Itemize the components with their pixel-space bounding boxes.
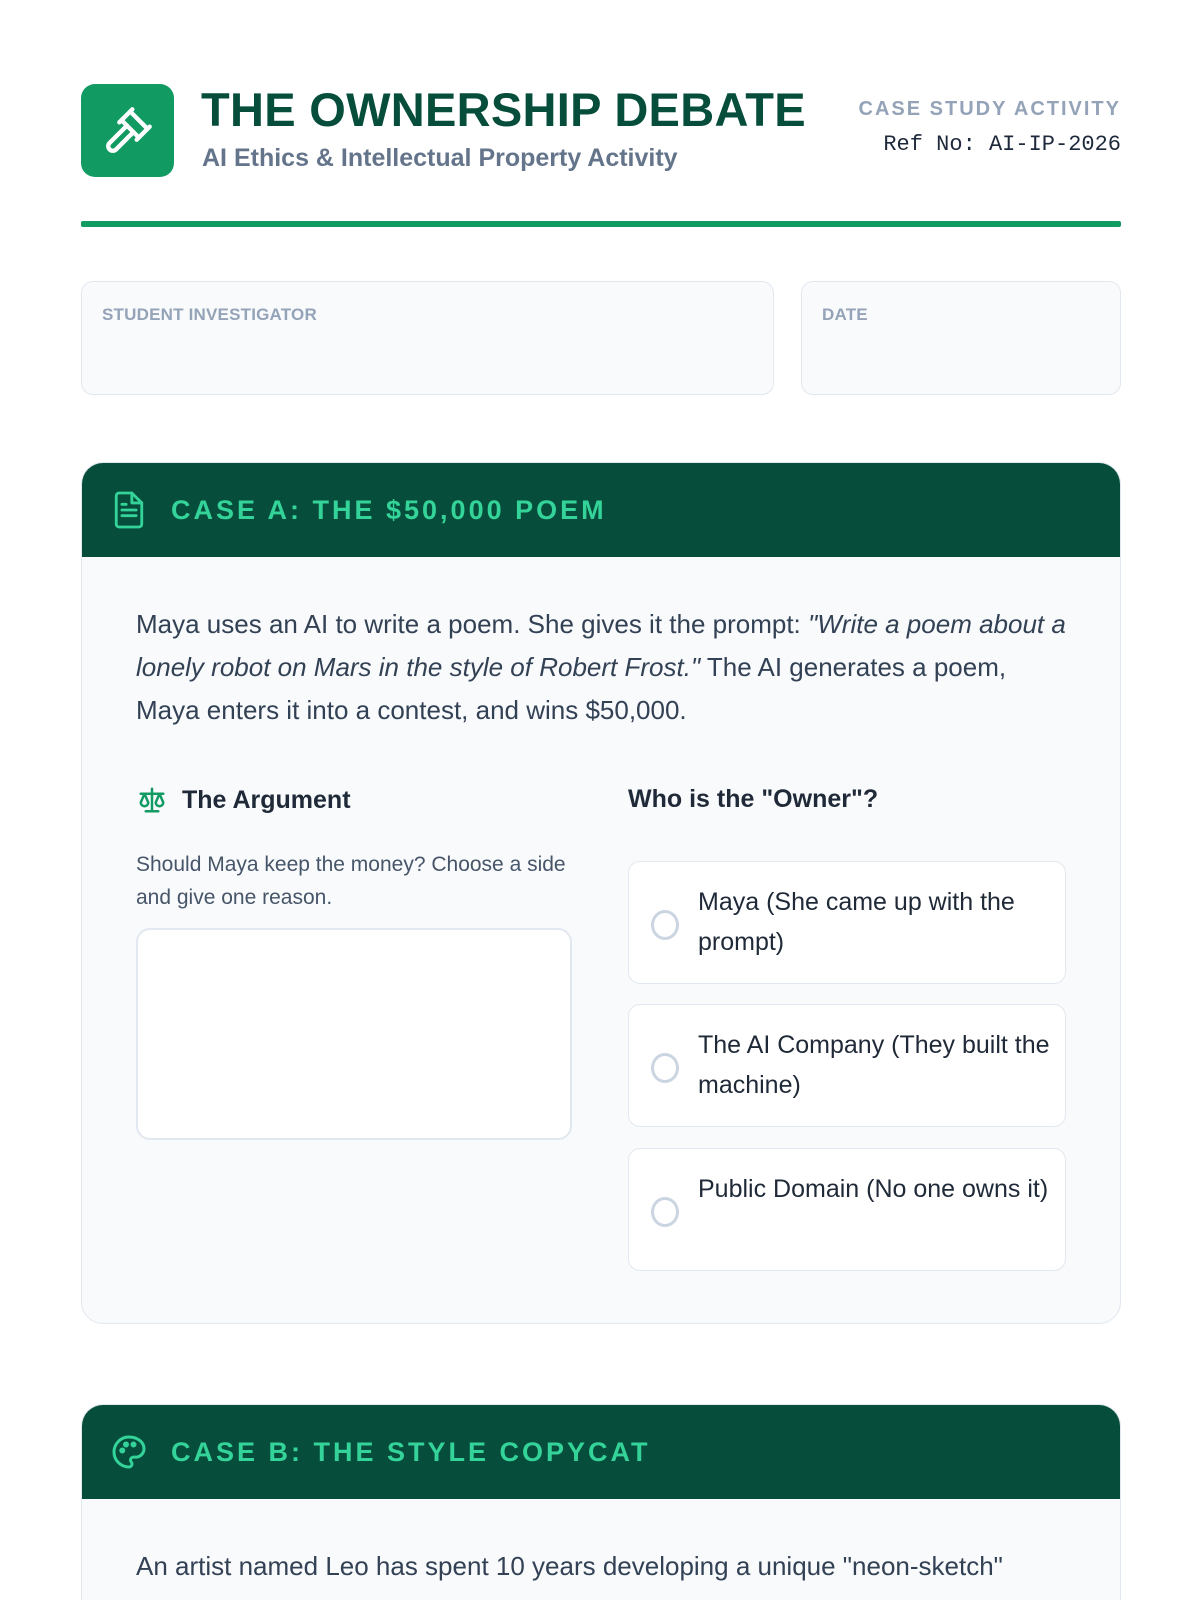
header-divider <box>81 221 1121 227</box>
date-field[interactable] <box>801 281 1121 395</box>
case-a-title: CASE A: THE $50,000 POEM <box>171 494 607 525</box>
argument-answer-box[interactable] <box>136 928 572 1140</box>
option-label: The AI Company (They built the machine) <box>698 1031 1050 1099</box>
argument-instructions: Should Maya keep the money? Choose a side and give one reason. <box>136 853 566 909</box>
document-icon <box>111 490 147 530</box>
case-b-title: CASE B: THE STYLE COPYCAT <box>171 1436 651 1467</box>
page-header <box>81 84 1121 226</box>
case-a-header <box>82 463 1120 557</box>
gavel-icon <box>102 105 154 157</box>
page-subtitle: AI Ethics & Intellectual Property Activity <box>202 144 678 172</box>
scenario-text: Maya uses an AI to write a poem. She gives it the prompt: <box>136 609 809 639</box>
option-label: Maya (She came up with the prompt) <box>698 888 1015 956</box>
case-b-header <box>82 1405 1120 1499</box>
student-investigator-label: STUDENT INVESTIGATOR <box>102 305 317 324</box>
owner-option-ai-company[interactable] <box>628 1004 1066 1127</box>
option-label: Public Domain (No one owns it) <box>698 1175 1049 1203</box>
activity-label: CASE STUDY ACTIVITY <box>858 98 1121 120</box>
student-investigator-field[interactable] <box>81 281 774 395</box>
owner-option-maya[interactable] <box>628 861 1066 984</box>
argument-heading <box>136 785 351 815</box>
page-title: THE OWNERSHIP DEBATE <box>201 83 806 136</box>
radio-button[interactable] <box>651 1197 679 1227</box>
reference-number: Ref No: AI-IP-2026 <box>883 132 1121 157</box>
case-b-card <box>81 1404 1121 1600</box>
owner-option-public-domain[interactable] <box>628 1148 1066 1271</box>
radio-button[interactable] <box>651 910 679 940</box>
radio-button[interactable] <box>651 1053 679 1083</box>
palette-icon <box>111 1432 147 1472</box>
owner-question: Who is the "Owner"? <box>628 785 879 813</box>
scenario-text-end: The AI generates a poem, Maya enters it into a contest, and wins $50,000. <box>136 652 1007 725</box>
case-a-card <box>81 462 1121 1324</box>
logo-badge <box>81 84 174 177</box>
scenario-prompt-quote: "Write a poem about a lonely robot on Mars in the style of Robert Frost." <box>136 609 1066 682</box>
case-a-scenario <box>136 603 1076 732</box>
scales-icon <box>136 785 168 815</box>
date-label: DATE <box>822 305 868 324</box>
argument-title: The Argument <box>182 785 351 814</box>
case-b-scenario: An artist named Leo has spent 10 years developing a unique "neon-sketch" <box>136 1551 1003 1581</box>
